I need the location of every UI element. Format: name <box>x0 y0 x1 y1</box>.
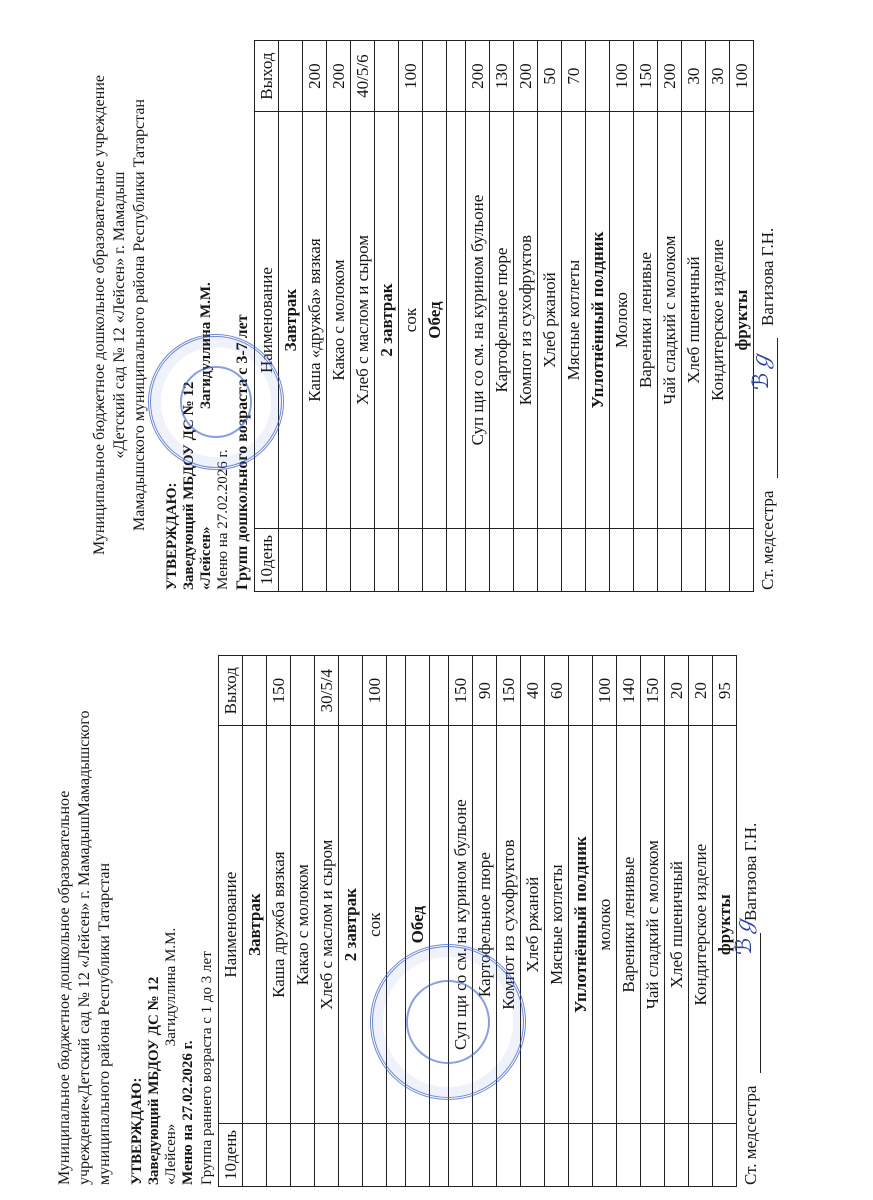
table-row <box>665 656 689 1187</box>
row-qty-cell: 30/5/4 <box>315 656 339 726</box>
row-day-cell <box>497 1123 521 1186</box>
signature-role: Ст. медсестра <box>741 1085 760 1185</box>
org-header <box>90 40 150 590</box>
col-qty: Выход <box>255 41 279 112</box>
menu-label: Меню на <box>180 1124 196 1185</box>
section-row <box>730 41 754 592</box>
row-name-cell: Хлеб ржаной <box>538 112 562 529</box>
row-day-cell <box>466 528 490 591</box>
signature-name: Вагизова Г.Н. <box>758 227 777 327</box>
table-row <box>497 656 521 1187</box>
row-qty-cell: 150 <box>267 656 291 726</box>
approval-name: Загидуллина М.М. <box>163 927 179 1047</box>
table-row <box>430 656 449 1187</box>
section-row <box>406 656 430 1187</box>
row-day-cell <box>610 528 634 591</box>
row-day-cell <box>538 528 562 591</box>
table-row <box>634 41 658 592</box>
row-name-cell: Хлеб пшеничный <box>682 112 706 529</box>
approval-title: УТВЕРЖДАЮ: <box>164 482 180 590</box>
table-row <box>617 656 641 1187</box>
row-qty-cell: 200 <box>327 41 351 112</box>
row-qty-cell: 50 <box>538 41 562 112</box>
row-qty-cell <box>430 656 449 726</box>
menu-date-line <box>180 655 197 1185</box>
approval-head: Заведующий МБДОУ ДС № 12 <box>146 976 162 1185</box>
table-row <box>593 656 617 1187</box>
row-day-cell <box>339 1123 363 1186</box>
row-qty-cell: 200 <box>466 41 490 112</box>
row-qty-cell: 150 <box>634 41 658 112</box>
row-day-cell <box>665 1123 689 1186</box>
row-qty-cell: 100 <box>593 656 617 726</box>
table-row <box>538 41 562 592</box>
org-header-line: Муниципальное бюджетное дошкольное образовательное <box>56 790 73 1185</box>
row-name-cell: Вареники ленивые <box>617 726 641 1124</box>
row-day-cell <box>375 528 399 591</box>
col-day: 10день <box>255 528 279 591</box>
table-row <box>399 41 423 592</box>
row-qty-cell: 100 <box>363 656 387 726</box>
signature-line <box>749 40 778 590</box>
row-name-cell: Мясные котлеты <box>545 726 569 1124</box>
row-name-cell: Уплотнённый полдник <box>569 726 593 1124</box>
section-row <box>243 656 267 1187</box>
row-qty-cell <box>375 41 399 112</box>
menu-page-preschool <box>90 40 850 600</box>
table-row <box>449 656 473 1187</box>
table-row <box>658 41 682 592</box>
row-name-cell: Каша «дружба» вязкая <box>303 112 327 529</box>
row-qty-cell <box>387 656 406 726</box>
col-qty: Выход <box>219 656 243 726</box>
row-day-cell <box>514 528 538 591</box>
row-day-cell <box>449 1123 473 1186</box>
row-day-cell <box>473 1123 497 1186</box>
col-name: Наименование <box>255 112 279 529</box>
menu-date: 27.02.2026 г. <box>215 449 231 529</box>
row-name-cell: Картофельное пюре <box>473 726 497 1124</box>
table-row <box>521 656 545 1187</box>
row-name-cell: Картофельное пюре <box>490 112 514 529</box>
section-row <box>423 41 447 592</box>
row-qty-cell <box>586 41 610 112</box>
signature-name: Вагизова Г.Н. <box>741 822 760 922</box>
row-day-cell <box>562 528 586 591</box>
row-name-cell: Завтрак <box>243 726 267 1124</box>
menu-label: Меню на <box>215 532 231 590</box>
row-name-cell: сок <box>363 726 387 1124</box>
row-day-cell <box>267 1123 291 1186</box>
org-header-line: Мамадышского муниципального района Республики Татарстан <box>131 99 148 531</box>
row-day-cell <box>586 528 610 591</box>
row-name-cell: Компот из сухофруктов <box>514 112 538 529</box>
row-name-cell: Уплотнённый полдник <box>586 112 610 529</box>
table-row <box>641 656 665 1187</box>
row-day-cell <box>682 528 706 591</box>
approval-head: Заведующий МБДОУ ДС № 12 <box>181 381 197 590</box>
row-qty-cell <box>291 656 315 726</box>
official-stamp <box>148 334 284 470</box>
row-day-cell <box>315 1123 339 1186</box>
table-row <box>447 41 466 592</box>
row-qty-cell <box>339 656 363 726</box>
row-day-cell <box>279 528 303 591</box>
menu-date-line <box>215 40 232 590</box>
row-name-cell: Суп щи со см. на курином бульоне <box>466 112 490 529</box>
row-qty-cell: 200 <box>303 41 327 112</box>
row-qty-cell <box>447 41 466 112</box>
menu-table <box>254 40 754 592</box>
row-day-cell <box>569 1123 593 1186</box>
row-day-cell <box>423 528 447 591</box>
row-day-cell <box>399 528 423 591</box>
table-header-row <box>219 656 243 1187</box>
row-day-cell <box>327 528 351 591</box>
row-name-cell: Кондитерское изделие <box>706 112 730 529</box>
menu-date: 27.02.2026 г. <box>180 1040 196 1121</box>
row-day-cell <box>521 1123 545 1186</box>
table-row <box>315 656 339 1187</box>
row-day-cell <box>406 1123 430 1186</box>
approval-block <box>129 655 197 1185</box>
row-name-cell: Завтрак <box>279 112 303 529</box>
row-name-cell: Какао с молоком <box>291 726 315 1124</box>
table-row <box>562 41 586 592</box>
org-header-line: Муниципальное бюджетное дошкольное образовательное учреждение <box>91 75 108 555</box>
table-row <box>327 41 351 592</box>
approval-name: Загидуллина М.М. <box>198 282 214 409</box>
row-qty-cell: 100 <box>610 41 634 112</box>
approval-title: УТВЕРЖДАЮ: <box>129 1077 145 1185</box>
table-row <box>267 656 291 1187</box>
row-qty-cell: 200 <box>658 41 682 112</box>
org-header-line: «Детский сад № 12 «Лейсен» г. Мамадыш <box>111 171 128 459</box>
row-name-cell: фрукты <box>730 112 754 529</box>
approval-block <box>164 40 232 590</box>
row-day-cell <box>617 1123 641 1186</box>
section-row <box>569 656 593 1187</box>
approval-org: «Лейсен» <box>163 1123 179 1185</box>
row-day-cell <box>689 1123 713 1186</box>
table-row <box>689 656 713 1187</box>
row-name-cell: Какао с молоком <box>327 112 351 529</box>
row-day-cell <box>713 1123 737 1186</box>
row-day-cell <box>351 528 375 591</box>
row-qty-cell: 20 <box>689 656 713 726</box>
row-qty-cell: 40/5/6 <box>351 41 375 112</box>
org-header-line: муниципального района Республики Татарстан <box>96 862 113 1185</box>
table-row <box>303 41 327 592</box>
table-row <box>363 656 387 1187</box>
row-name-cell: 2 завтрак <box>339 726 363 1124</box>
row-name-cell: 2 завтрак <box>375 112 399 529</box>
section-row <box>586 41 610 592</box>
table-row <box>473 656 497 1187</box>
row-name-cell: Кондитерское изделие <box>689 726 713 1124</box>
row-day-cell <box>303 528 327 591</box>
approval-signer <box>163 655 180 1185</box>
table-header-row <box>255 41 279 592</box>
row-qty-cell: 60 <box>545 656 569 726</box>
row-name-cell: Чай сладкий с молоком <box>641 726 665 1124</box>
table-row <box>545 656 569 1187</box>
row-qty-cell <box>243 656 267 726</box>
group-title: Групп дошкольного возраста с 3-7 лет <box>234 314 251 590</box>
row-qty-cell: 20 <box>665 656 689 726</box>
row-day-cell <box>634 528 658 591</box>
table-row <box>514 41 538 592</box>
org-header-line: учреждение«Детский сад № 12 «Лейсен» г. МамадышМамадышского <box>76 710 93 1185</box>
row-name-cell: сок <box>399 112 423 529</box>
row-name-cell: Мясные котлеты <box>562 112 586 529</box>
row-qty-cell: 150 <box>449 656 473 726</box>
row-day-cell <box>430 1123 449 1186</box>
row-name-cell: Молоко <box>610 112 634 529</box>
menu-page-early-age <box>55 655 865 1195</box>
org-header <box>55 655 115 1185</box>
table-row <box>387 656 406 1187</box>
approval-signer <box>198 40 215 590</box>
row-name-cell: Вареники ленивые <box>634 112 658 529</box>
row-day-cell <box>706 528 730 591</box>
row-day-cell <box>447 528 466 591</box>
table-row <box>706 41 730 592</box>
row-name-cell: Хлеб ржаной <box>521 726 545 1124</box>
group-title: Группа раннего возраста с 1 до 3 лет <box>199 951 215 1185</box>
row-day-cell <box>593 1123 617 1186</box>
row-qty-cell: 30 <box>682 41 706 112</box>
row-name-cell: Хлеб с маслом и сыром <box>351 112 375 529</box>
row-qty-cell <box>569 656 593 726</box>
signature-line <box>732 655 761 1185</box>
official-stamp <box>370 944 526 1100</box>
row-qty-cell: 150 <box>641 656 665 726</box>
row-name-cell: фрукты <box>713 726 737 1124</box>
row-qty-cell: 200 <box>514 41 538 112</box>
table-row <box>291 656 315 1187</box>
row-name-cell: молоко <box>593 726 617 1124</box>
row-name-cell: Хлеб пшеничный <box>665 726 689 1124</box>
row-name-cell: Обед <box>406 726 430 1124</box>
table-row <box>490 41 514 592</box>
row-qty-cell: 95 <box>713 656 737 726</box>
handwritten-signature: ℬℊ <box>749 350 774 390</box>
row-qty-cell <box>406 656 430 726</box>
row-qty-cell: 100 <box>730 41 754 112</box>
signature-role: Ст. медсестра <box>758 490 777 590</box>
row-qty-cell <box>279 41 303 112</box>
table-row <box>351 41 375 592</box>
row-name-cell: Обед <box>423 112 447 529</box>
row-day-cell <box>243 1123 267 1186</box>
row-name-cell: Компот из сухофруктов <box>497 726 521 1124</box>
col-day: 10день <box>219 1123 243 1186</box>
row-qty-cell: 30 <box>706 41 730 112</box>
table-row <box>682 41 706 592</box>
row-day-cell <box>730 528 754 591</box>
row-day-cell <box>363 1123 387 1186</box>
row-name-cell: Хлеб с маслом и сыром <box>315 726 339 1124</box>
row-day-cell <box>658 528 682 591</box>
handwritten-signature: ℬℊ <box>732 915 757 955</box>
table-row <box>466 41 490 592</box>
section-row <box>339 656 363 1187</box>
row-qty-cell: 100 <box>399 41 423 112</box>
row-qty-cell: 140 <box>617 656 641 726</box>
menu-table <box>218 655 737 1187</box>
row-name-cell: Суп щи со см. на курином бульоне <box>449 726 473 1124</box>
table-row <box>610 41 634 592</box>
row-qty-cell: 70 <box>562 41 586 112</box>
row-day-cell <box>291 1123 315 1186</box>
row-day-cell <box>387 1123 406 1186</box>
row-qty-cell <box>423 41 447 112</box>
row-qty-cell: 90 <box>473 656 497 726</box>
row-day-cell <box>490 528 514 591</box>
row-day-cell <box>641 1123 665 1186</box>
col-name: Наименование <box>219 726 243 1124</box>
row-name-cell: Каша дружба вязкая <box>267 726 291 1124</box>
row-qty-cell: 130 <box>490 41 514 112</box>
section-row <box>279 41 303 592</box>
section-row <box>375 41 399 592</box>
approval-org: «Лейсен» <box>198 526 214 590</box>
row-qty-cell: 150 <box>497 656 521 726</box>
row-name-cell <box>447 112 466 529</box>
row-qty-cell: 40 <box>521 656 545 726</box>
row-name-cell: Чай сладкий с молоком <box>658 112 682 529</box>
row-day-cell <box>545 1123 569 1186</box>
